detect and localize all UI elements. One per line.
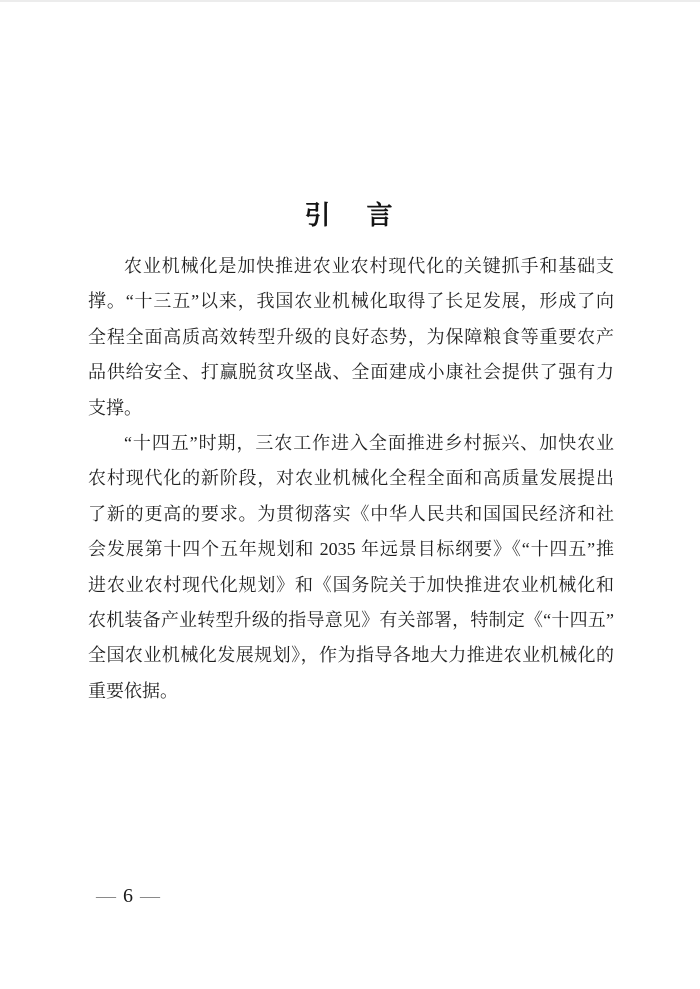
text-line: 进农业农村现代化规划》和《国务院关于加快推进农业机械化和 <box>88 574 614 595</box>
page-number-right-dash: — <box>140 885 160 907</box>
page-top-edge <box>0 0 700 2</box>
paragraph-2 <box>88 426 614 709</box>
page-title: 引 言 <box>304 201 398 231</box>
text-line: 全国农业机械化发展规划》，作为指导各地大力推进农业机械化的 <box>88 645 614 666</box>
page-number-value: 6 <box>123 885 133 907</box>
text-line: 重要依据。 <box>88 680 178 701</box>
text-line: 支撑。 <box>88 397 142 418</box>
page-number <box>96 883 160 909</box>
page-number-left-dash: — <box>96 885 116 907</box>
text-line: 农机装备产业转型升级的指导意见》有关部署，特制定《“十四五” <box>88 609 614 630</box>
text-line: 会发展第十四个五年规划和 2035 年远景目标纲要》《“十四五”推 <box>88 539 614 560</box>
text-line: 农村现代化的新阶段，对农业机械化全程全面和高质量发展提出 <box>88 468 614 489</box>
text-line: “十四五”时期，三农工作进入全面推进乡村振兴、加快农业 <box>124 432 614 453</box>
text-line: 全程全面高质高效转型升级的良好态势，为保障粮食等重要农产 <box>88 326 614 347</box>
text-line: 农业机械化是加快推进农业农村现代化的关键抓手和基础支 <box>124 256 614 276</box>
paragraph-1 <box>88 249 614 426</box>
text-line: 撑。“十三五”以来，我国农业机械化取得了长足发展，形成了向 <box>88 291 614 312</box>
document-body <box>88 249 614 709</box>
text-line: 品供给安全、打赢脱贫攻坚战、全面建成小康社会提供了强有力 <box>88 362 614 383</box>
text-line: 了新的更高的要求。为贯彻落实《中华人民共和国国民经济和社 <box>88 503 614 524</box>
